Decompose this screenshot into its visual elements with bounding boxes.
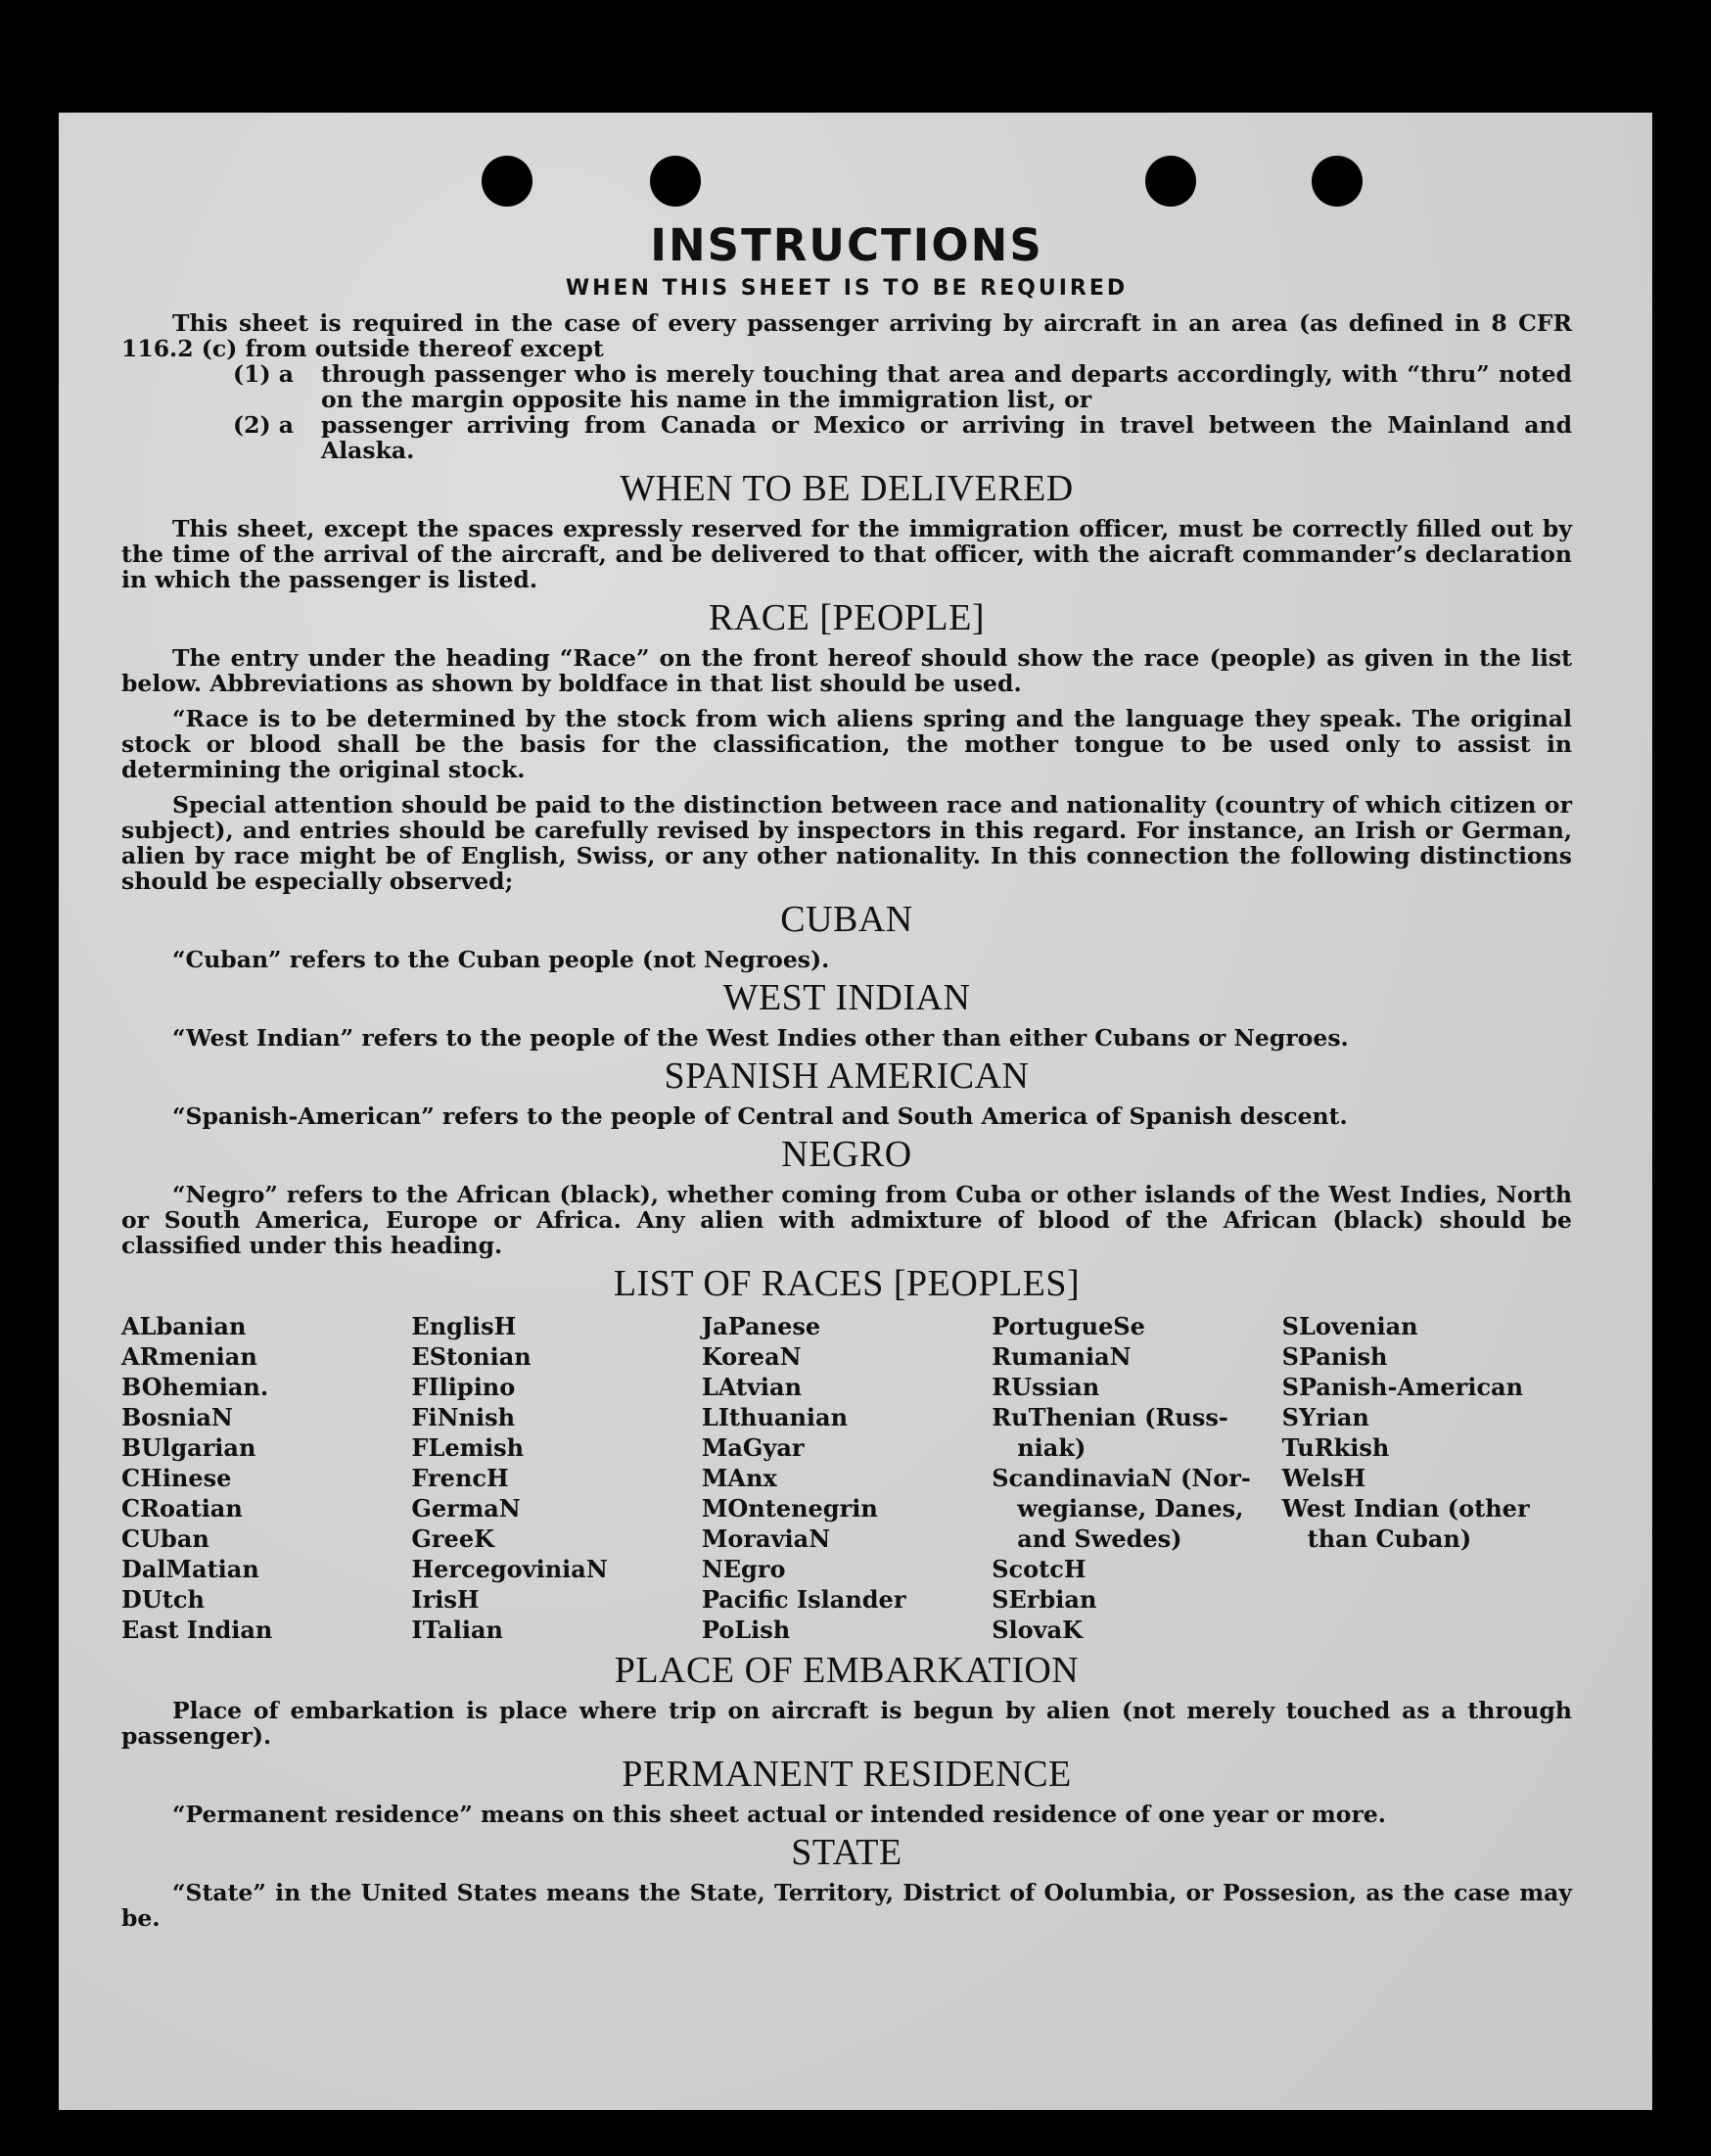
race-entry: RuThenian (Russ- xyxy=(992,1403,1228,1431)
embarkation-text: Place of embarkation is place where trip on aircraft is begun by alien (not merely touched as a through passenger). xyxy=(121,1697,1572,1750)
section-heading-spanish-american: SPANISH AMERICAN xyxy=(664,1055,1030,1097)
race-entry: KoreaN xyxy=(701,1342,802,1371)
section-heading-race: RACE [PEOPLE] xyxy=(709,597,985,638)
race-entry: FrencH xyxy=(411,1464,509,1492)
section-heading-residence: PERMANENT RESIDENCE xyxy=(622,1754,1072,1795)
race-entry: FLemish xyxy=(411,1433,525,1462)
race-entry: RUssian xyxy=(992,1373,1100,1401)
section-heading-west-indian: WEST INDIAN xyxy=(722,977,971,1018)
race-entry: CHinese xyxy=(121,1464,232,1492)
race-entry: BOhemian. xyxy=(121,1373,269,1401)
exception-item-2: (2) a passenger arriving from Canada or Mexico or arriving in travel between the Mainland and Alaska. xyxy=(233,411,1572,464)
punch-hole xyxy=(650,156,701,207)
race-entry: ScandinaviaN (Nor- xyxy=(992,1464,1251,1492)
race-paragraph: The entry under the heading “Race” on the front hereof should show the race (people) as given in the list below. Abbreviations as shown by boldface in that list should be used. xyxy=(121,644,1572,697)
races-column xyxy=(702,1311,992,1645)
west-indian-text: “West Indian” refers to the people of the West Indies other than either Cubans or Negroes. xyxy=(172,1024,1349,1052)
race-entry: PoLish xyxy=(701,1616,791,1644)
race-entry: SPanish xyxy=(1281,1342,1388,1371)
cuban-text: “Cuban” refers to the Cuban people (not Negroes). xyxy=(172,946,830,973)
punch-hole xyxy=(1312,156,1363,207)
section-heading-negro: NEGRO xyxy=(781,1134,912,1175)
race-entry: ARmenian xyxy=(121,1342,257,1371)
document-page xyxy=(59,113,1652,2110)
races-column xyxy=(992,1311,1281,1645)
race-entry: East Indian xyxy=(121,1616,273,1644)
race-entry: TuRkish xyxy=(1281,1433,1390,1462)
section-heading-cuban: CUBAN xyxy=(780,899,913,940)
punch-hole xyxy=(1145,156,1196,207)
race-entry-continued: niak) xyxy=(1017,1433,1087,1462)
race-entry: CRoatian xyxy=(121,1494,243,1523)
races-list xyxy=(121,1311,1572,1645)
race-paragraph: “Race is to be determined by the stock from wich aliens spring and the language they speak. The original stock or blood shall be the basis for the classification, the mother tongue to be used only to assist in determining the original stock. xyxy=(121,705,1572,783)
race-entry: ScotcH xyxy=(992,1555,1087,1583)
residence-text: “Permanent residence” means on this sheet actual or intended residence of one year or more. xyxy=(172,1801,1386,1828)
race-entry: Pacific Islander xyxy=(701,1585,906,1614)
race-entry: MOntenegrin xyxy=(701,1494,878,1523)
page-title: INSTRUCTIONS xyxy=(650,219,1043,271)
race-entry: FiNnish xyxy=(411,1403,516,1431)
race-entry: DalMatian xyxy=(121,1555,259,1583)
race-entry: GreeK xyxy=(411,1524,494,1553)
race-entry-continued: wegianse, Danes, xyxy=(1017,1494,1244,1523)
race-paragraph: Special attention should be paid to the distinction between race and nationality (country of which citizen or subject), and entries should be carefully revised by inspectors in this regard. For instance, an Irish or German, alien by race might be of English, Swiss, or any other nationality. In this connection the following distinctions should be especially observed; xyxy=(121,791,1572,895)
section-heading-embarkation: PLACE OF EMBARKATION xyxy=(614,1650,1080,1691)
delivered-text: This sheet, except the spaces expressly reserved for the immigration officer, must be correctly filled out by the time of the arrival of the aircraft, and be delivered to that officer, with the aicraft commander’s declaration in which the passenger is listed. xyxy=(121,515,1572,593)
race-entry: LIthuanian xyxy=(701,1403,849,1431)
section-heading-races-list: LIST OF RACES [PEOPLES] xyxy=(613,1263,1081,1304)
races-column xyxy=(121,1311,411,1645)
races-column xyxy=(1282,1311,1572,1645)
exception-item-1: (1) a through passenger who is merely touching that area and departs accordingly, with “thru” noted on the margin opposite his name in the immigration list, or xyxy=(233,360,1572,413)
race-entry: JaPanese xyxy=(701,1312,821,1340)
race-entry: LAtvian xyxy=(701,1373,803,1401)
races-column xyxy=(411,1311,701,1645)
race-entry: ITalian xyxy=(411,1616,503,1644)
race-entry: IrisH xyxy=(411,1585,480,1614)
race-entry: HercegoviniaN xyxy=(411,1555,608,1583)
section-heading-state: STATE xyxy=(791,1832,902,1873)
race-entry: CUban xyxy=(121,1524,209,1553)
race-entry: SLovenian xyxy=(1281,1312,1418,1340)
race-entry-continued: than Cuban) xyxy=(1307,1524,1472,1553)
race-entry: MoraviaN xyxy=(701,1524,831,1553)
race-entry: RumaniaN xyxy=(992,1342,1132,1371)
race-entry: NEgro xyxy=(701,1555,786,1583)
race-entry: MAnx xyxy=(701,1464,777,1492)
race-entry: SYrian xyxy=(1281,1403,1369,1431)
race-entry: West Indian (other xyxy=(1281,1494,1530,1523)
race-entry: EnglisH xyxy=(411,1312,517,1340)
race-entry: PortugueSe xyxy=(992,1312,1145,1340)
race-entry: ALbanian xyxy=(121,1312,247,1340)
instructions-content xyxy=(121,220,1572,1931)
race-entry: FIlipino xyxy=(411,1373,516,1401)
race-entry: SlovaK xyxy=(992,1616,1084,1644)
race-entry: DUtch xyxy=(121,1585,205,1614)
punch-hole xyxy=(482,156,532,207)
race-entry-continued: and Swedes) xyxy=(1017,1524,1182,1553)
race-entry: WelsH xyxy=(1281,1464,1366,1492)
race-entry: SErbian xyxy=(992,1585,1097,1614)
race-entry: SPanish-American xyxy=(1281,1373,1524,1401)
page-subtitle: WHEN THIS SHEET IS TO BE REQUIRED xyxy=(565,276,1129,301)
required-intro: This sheet is required in the case of every passenger arriving by aircraft in an area (as defined in 8 CFR 116.2 (c) from outside thereof except xyxy=(121,309,1572,362)
spanish-american-text: “Spanish-American” refers to the people of Central and South America of Spanish descent. xyxy=(172,1102,1348,1130)
race-entry: BUlgarian xyxy=(121,1433,256,1462)
section-heading-delivered: WHEN TO BE DELIVERED xyxy=(620,468,1074,509)
negro-text: “Negro” refers to the African (black), whether coming from Cuba or other islands of the West Indies, North or South America, Europe or Africa. Any alien with admixture of blood of the African (black) should be classified under this heading. xyxy=(121,1181,1572,1259)
state-text: “State” in the United States means the State, Territory, District of Oolumbia, or Possesion, as the case may be. xyxy=(121,1879,1572,1932)
race-entry: MaGyar xyxy=(701,1433,805,1462)
race-entry: EStonian xyxy=(411,1342,532,1371)
race-entry: GermaN xyxy=(411,1494,521,1523)
race-entry: BosniaN xyxy=(121,1403,233,1431)
